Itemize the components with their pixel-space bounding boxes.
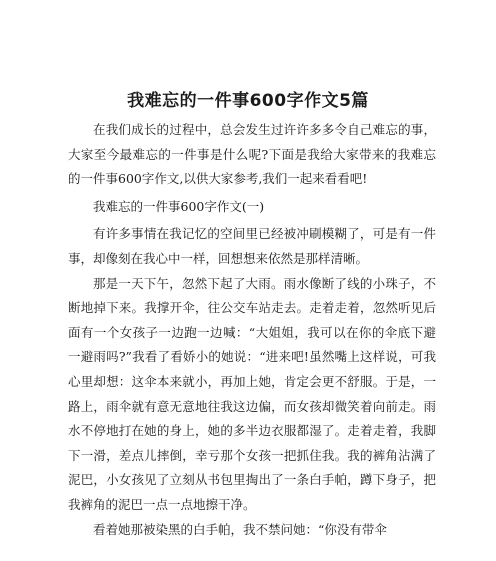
- body-paragraph: 有许多事情在我记忆的空间里已经被冲刷模糊了，可是有一件事，却像刻在我心中一样，回想想来依然是那样清晰。: [68, 226, 436, 266]
- essay-heading: 我难忘的一件事600字作文(一): [93, 198, 265, 214]
- body-paragraph: 那是一天下午，忽然下起了大雨。雨水像断了线的小珠子，不断地掉下来。我撑开伞，往公交车站走去。走着走着，忽然听见后面有一个女孩子一边跑一边喊：“大姐姐，我可以在你的伞底下避一避雨吗?”我看了看娇小的她说：“进来吧!虽然嘴上这样说，可我心里却想：这伞本来就小，再加上她，肯定会更不舒服。于是，一路上，雨伞就有意无意地往我这边偏，而女孩却微笑着向前走。雨水不停地打在她的身上，她的多半边衣服都湿了。走着走着，我脚下一滑，差点儿摔倒，幸亏那个女孩一把抓住我。我的裤角沾满了泥巴，小女孩见了立刻从书包里掏出了一条白手帕，蹲下身子，把我裤角的泥巴一点一点地擦干净。: [68, 275, 436, 512]
- document-title: 我难忘的一件事600字作文5篇: [127, 91, 369, 111]
- intro-paragraph: 在我们成长的过程中，总会发生过许许多多令自己难忘的事，大家至今最难忘的一件事是什么呢?下面是我给大家带来的我难忘的一件事600字作文,以供大家参考,我们一起来看看吧!: [68, 122, 436, 187]
- body-paragraph: 看着她那被染黑的白手帕，我不禁问她：“你没有带伞: [93, 521, 387, 537]
- document-body: [68, 118, 436, 542]
